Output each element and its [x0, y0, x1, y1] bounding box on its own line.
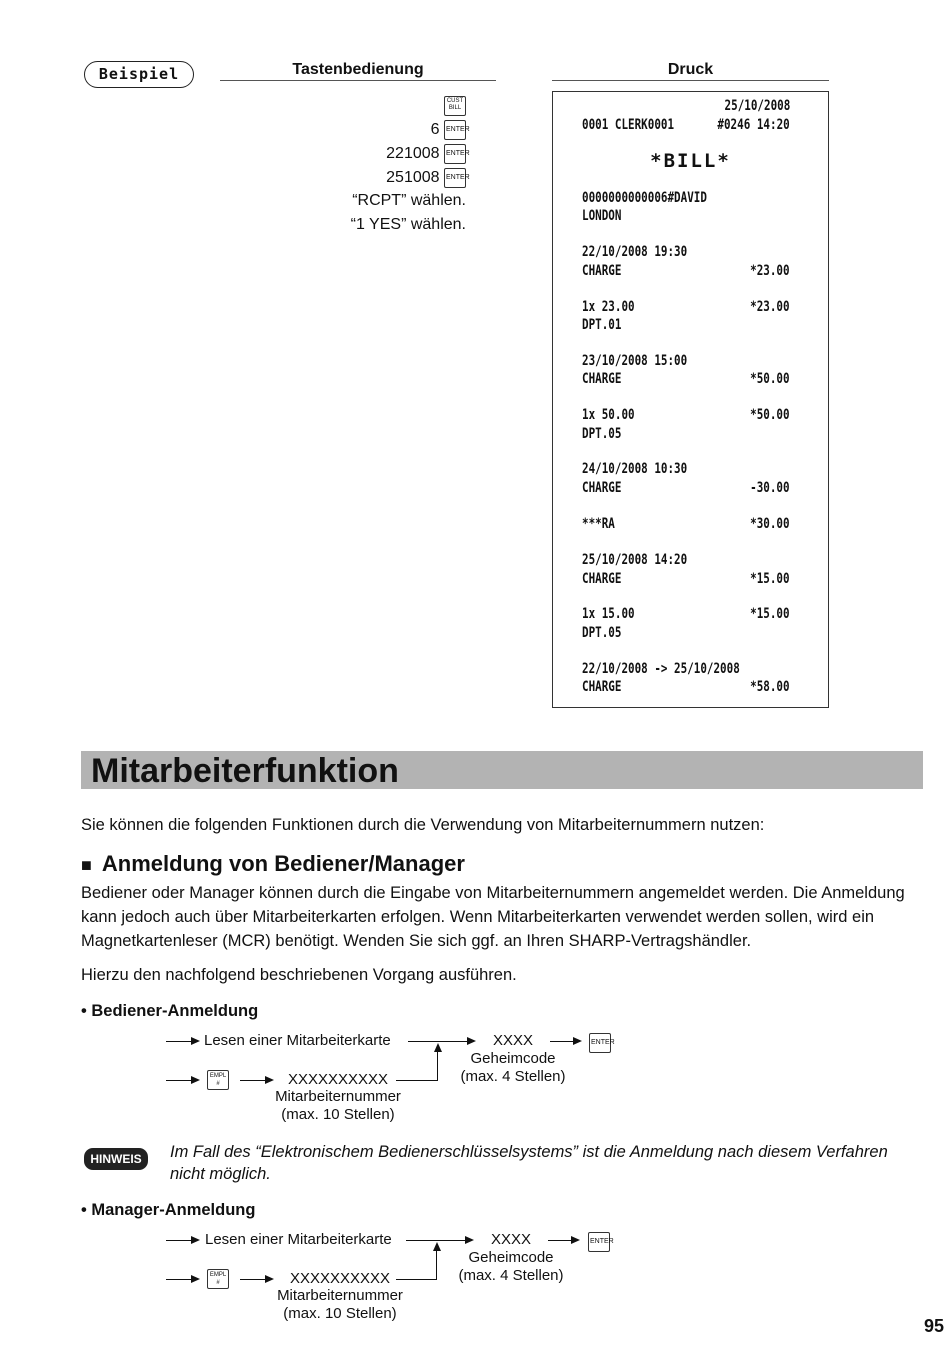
receipt-entry-date: 22/10/2008 19:30: [582, 244, 688, 260]
receipt-date: 25/10/2008: [724, 98, 790, 114]
note-text: Im Fall des “Elektronischem Bedienerschlüsselsystems” ist die Anmeldung nach diesem Verfahren nicht möglich.: [170, 1143, 888, 1183]
keys-column-heading: Tastenbedienung: [292, 61, 424, 78]
employee-number-value: XXXXXXXXXX: [289, 1270, 391, 1287]
receipt-item: 1x 50.00: [582, 407, 635, 423]
receipt-entry-amount: *23.00: [750, 263, 790, 279]
receipt-entry-label: CHARGE: [582, 263, 622, 279]
receipt-item-dept: DPT.05: [582, 625, 622, 641]
card-read-label: Lesen einer Mitarbeiterkarte: [204, 1032, 391, 1049]
receipt-entry-amount: *50.00: [750, 371, 790, 387]
empl-key: EMPL #: [207, 1269, 229, 1289]
key-step-4: [386, 166, 470, 189]
receipt-period: 22/10/2008 -> 25/10/2008: [582, 661, 740, 677]
arrow-line: [548, 1240, 572, 1241]
receipt-entry-label: CHARGE: [582, 480, 622, 496]
receipt-entry-label: CHARGE: [582, 371, 622, 387]
arrow-head-icon: [191, 1076, 200, 1084]
receipt-item-dept: DPT.05: [582, 426, 622, 442]
arrow-head-up-icon: [433, 1242, 441, 1251]
secret-code-max: (max. 4 Stellen): [460, 1068, 566, 1085]
arrow-line: [240, 1080, 266, 1081]
manager-login-heading: • Manager-Anmeldung: [81, 1201, 256, 1219]
employee-number-max: (max. 10 Stellen): [281, 1106, 395, 1123]
key-step-cust-bill: [444, 94, 466, 117]
receipt-entry-date: 24/10/2008 10:30: [582, 461, 688, 477]
key-step-value: 251008: [386, 169, 440, 186]
employee-number-label: Mitarbeiternummer: [275, 1088, 401, 1105]
print-column-heading: Druck: [667, 61, 714, 78]
example-badge: Beispiel: [84, 61, 194, 88]
section-banner: [81, 751, 923, 789]
enter-key: ENTER: [589, 1033, 611, 1053]
page-number: 95: [923, 1316, 944, 1336]
enter-key: ENTER: [588, 1232, 610, 1252]
arrow-head-icon: [191, 1236, 200, 1244]
key-step-value: 221008: [386, 145, 440, 162]
connector-line: [436, 1249, 437, 1280]
receipt-ra-label: ***RA: [582, 516, 615, 532]
receipt-entry-date: 25/10/2008 14:20: [582, 552, 688, 568]
intro-text: Sie können die folgenden Funktionen durch die Verwendung von Mitarbeiternummern nutzen:: [81, 816, 765, 834]
note-badge: HINWEIS: [84, 1148, 148, 1170]
receipt-ra-amount: *30.00: [750, 516, 790, 532]
empl-key: EMPL #: [207, 1070, 229, 1090]
receipt-item: 1x 15.00: [582, 606, 635, 622]
receipt-item-amount: *23.00: [750, 299, 790, 315]
receipt-item-dept: DPT.01: [582, 317, 622, 333]
cust-bill-key: CUST BILL: [444, 96, 466, 116]
arrow-head-up-icon: [434, 1043, 442, 1052]
keys-column-rule: [220, 80, 496, 81]
secret-code-value: XXXX: [492, 1032, 534, 1049]
connector-line: [437, 1050, 438, 1081]
receipt-title: *BILL*: [650, 150, 731, 172]
key-step-value: 6: [430, 121, 440, 138]
paragraph-procedure: Hierzu den nachfolgend beschriebenen Vorgang ausführen.: [81, 966, 517, 984]
receipt-item-amount: *50.00: [750, 407, 790, 423]
secret-code-max: (max. 4 Stellen): [458, 1267, 564, 1284]
subsection-title: Anmeldung von Bediener/Manager: [101, 851, 465, 876]
arrow-line: [166, 1240, 192, 1241]
employee-number-max: (max. 10 Stellen): [283, 1305, 397, 1322]
subsection-heading: [81, 851, 465, 877]
enter-key: ENTER: [444, 144, 466, 164]
secret-code-label: Geheimcode: [470, 1050, 556, 1067]
receipt-entry-amount: -30.00: [750, 480, 790, 496]
receipt-total-label: CHARGE: [582, 679, 622, 695]
receipt-entry-label: CHARGE: [582, 571, 622, 587]
receipt-item-amount: *15.00: [750, 606, 790, 622]
receipt-print: [552, 91, 829, 708]
enter-key: ENTER: [444, 120, 466, 140]
receipt-entry-date: 23/10/2008 15:00: [582, 353, 688, 369]
employee-number-label: Mitarbeiternummer: [277, 1287, 403, 1304]
receipt-item: 1x 23.00: [582, 299, 635, 315]
key-step-2: [430, 118, 470, 141]
arrow-head-icon: [191, 1275, 200, 1283]
key-step-yes: “1 YES” wählen.: [350, 216, 466, 233]
connector-line: [396, 1080, 438, 1081]
employee-number-value: XXXXXXXXXX: [287, 1071, 389, 1088]
card-read-label: Lesen einer Mitarbeiterkarte: [205, 1231, 392, 1248]
receipt-clerk: 0001 CLERK0001: [582, 117, 675, 133]
secret-code-value: XXXX: [490, 1231, 532, 1248]
arrow-head-icon: [573, 1037, 582, 1045]
arrow-head-icon: [571, 1236, 580, 1244]
arrow-head-icon: [191, 1037, 200, 1045]
receipt-city: LONDON: [582, 208, 622, 224]
arrow-line: [240, 1279, 266, 1280]
receipt-entry-amount: *15.00: [750, 571, 790, 587]
receipt-consecutive-time: #0246 14:20: [717, 117, 790, 133]
print-column-rule: [552, 80, 829, 81]
receipt-customer: 0000000000006#DAVID: [582, 190, 707, 206]
arrow-line: [166, 1080, 192, 1081]
arrow-line: [166, 1041, 192, 1042]
subsection-bullet-icon: ■: [81, 855, 92, 875]
key-step-3: [386, 142, 470, 165]
arrow-line: [550, 1041, 574, 1042]
secret-code-label: Geheimcode: [468, 1249, 554, 1266]
enter-key: ENTER: [444, 168, 466, 188]
operator-login-heading: • Bediener-Anmeldung: [81, 1002, 259, 1020]
section-title: Mitarbeiterfunktion: [91, 752, 399, 790]
key-step-rcpt: “RCPT” wählen.: [352, 192, 466, 209]
connector-line: [396, 1279, 437, 1280]
paragraph-login: Bediener oder Manager können durch die Eingabe von Mitarbeiternummern angemeldet werden. Die Anmeldung kann jedoch auch über Mitarbeiterkarten erfolgen. Wenn Mitarbeiterkarten verwendet werden sollen, wird ein Magnetkartenleser (MCR) benötigt. Wenden Sie sich ggf. an Ihren SHARP-Vertragshändler.: [81, 884, 905, 950]
arrow-line: [166, 1279, 192, 1280]
receipt-total-amount: *58.00: [750, 679, 790, 695]
